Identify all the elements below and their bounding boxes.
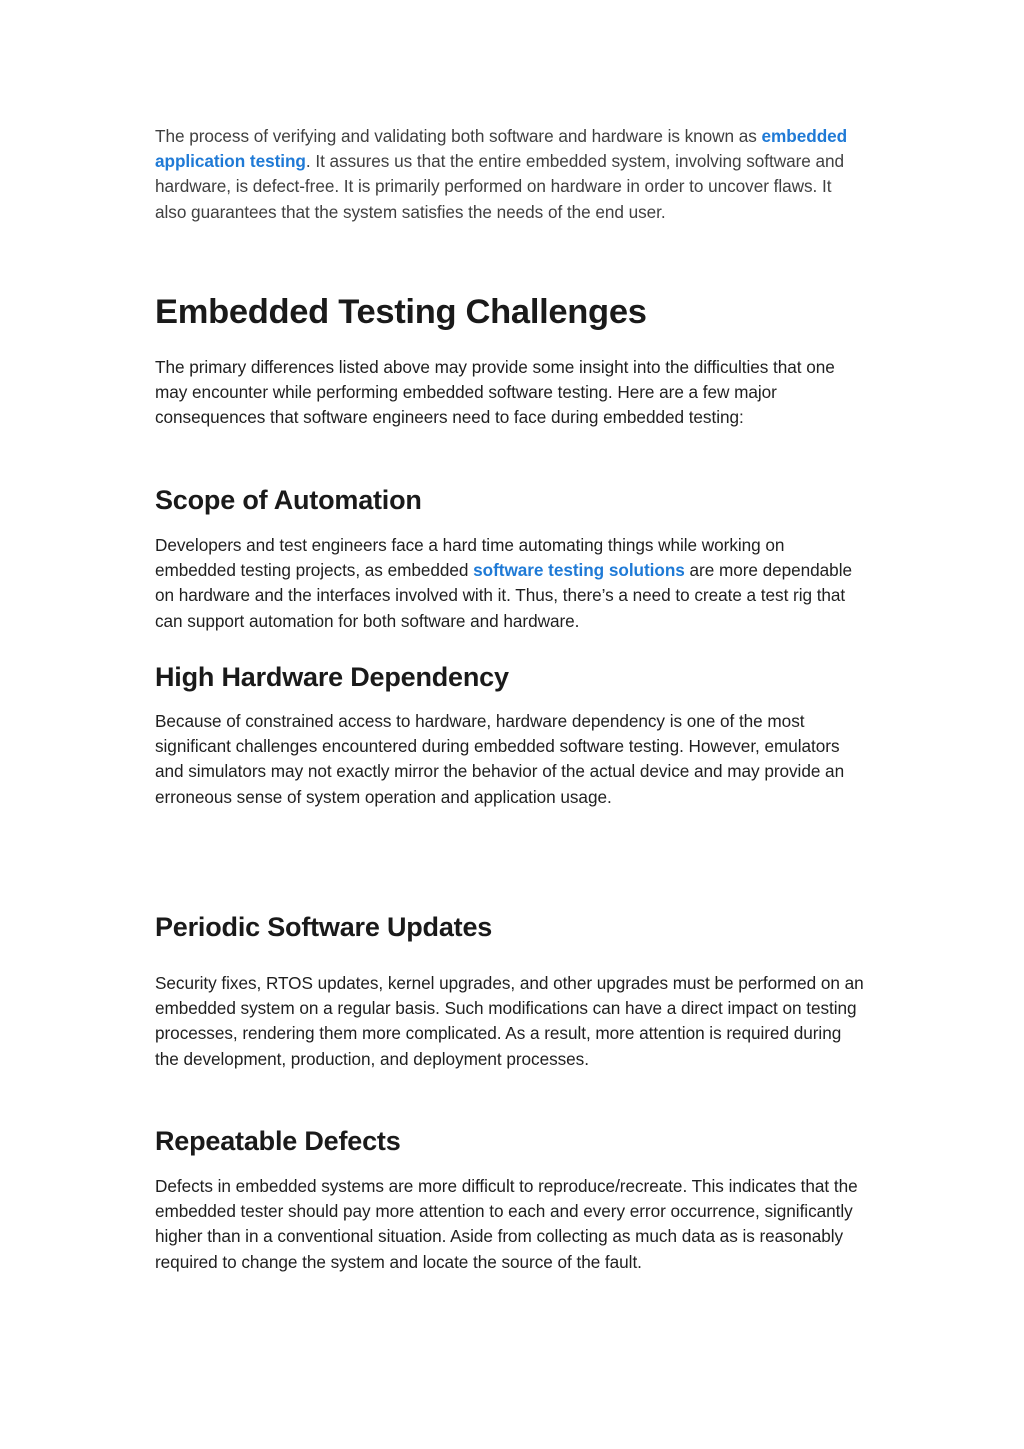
challenges-paragraph: The primary differences listed above may provide some insight into the difficulties that one may encounter while performing embedded software testing. Here are a few major consequences that software engineers need to face during embedded testing: (155, 357, 835, 428)
updates-paragraph: Security fixes, RTOS updates, kernel upgrades, and other upgrades must be performed on an embedded system on a regular basis. Such modifications can have a direct impact on testing processes, rendering them more complicated. As a result, more attention is required during the development, production, and deployment processes. (155, 973, 864, 1069)
updates-body (155, 971, 867, 1072)
challenges-heading: Embedded Testing Challenges (155, 293, 647, 331)
intro-section (155, 124, 867, 225)
hardware-section (155, 661, 867, 693)
intro-text-before: The process of verifying and validating both software and hardware is known as (155, 126, 762, 146)
defects-heading: Repeatable Defects (155, 1126, 401, 1156)
challenges-section (155, 292, 867, 332)
software-testing-solutions-link[interactable]: software testing solutions (473, 560, 685, 581)
defects-body (155, 1174, 867, 1275)
automation-body (155, 533, 867, 634)
automation-text-after: are more dependable on hardware and the interfaces involved with it. Thus, there’s a need to create a test rig that can support automation for both software and hardware. (155, 560, 852, 631)
challenges-body (155, 355, 867, 431)
automation-section (155, 484, 867, 516)
defects-paragraph: Defects in embedded systems are more difficult to reproduce/recreate. This indicates that the embedded tester should pay more attention to each and every error occurrence, significantly higher than in a conventional situation. Aside from collecting as much data as is reasonably required to change the system and locate the source of the fault. (155, 1176, 858, 1272)
automation-heading: Scope of Automation (155, 485, 422, 515)
hardware-heading: High Hardware Dependency (155, 662, 509, 692)
automation-text-before: Developers and test engineers face a hard time automating things while working on embedded testing projects, as embedded (155, 535, 785, 581)
automation-paragraph (155, 533, 867, 634)
defects-section (155, 1125, 867, 1157)
hardware-paragraph: Because of constrained access to hardware, hardware dependency is one of the most significant challenges encountered during embedded software testing. However, emulators and simulators may not exactly mirror the behavior of the actual device and may provide an erroneous sense of system operation and application usage. (155, 711, 845, 807)
embedded-application-testing-link[interactable]: embedded application testing (155, 126, 848, 172)
hardware-body (155, 709, 867, 810)
updates-section (155, 911, 867, 943)
intro-text-after: . It assures us that the entire embedded system, involving software and hardware, is defect-free. It is primarily performed on hardware in order to uncover flaws. It also guarantees that the system satisfies the needs of the end user. (155, 151, 845, 222)
updates-heading: Periodic Software Updates (155, 912, 493, 942)
intro-paragraph (155, 124, 867, 225)
